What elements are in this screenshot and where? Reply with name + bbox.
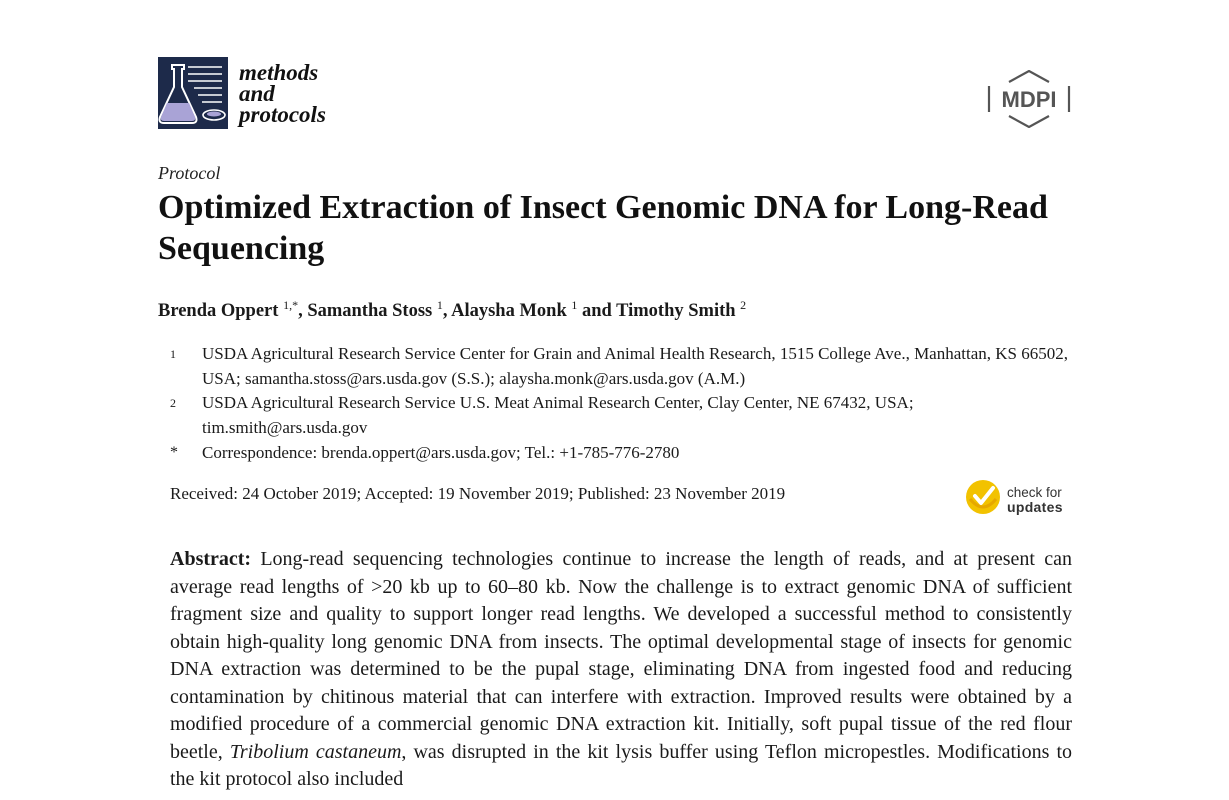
author-name: Alaysha Monk — [451, 301, 567, 321]
check-for-updates-badge[interactable] — [965, 479, 1063, 520]
publication-dates: Received: 24 October 2019; Accepted: 19 November 2019; Published: 23 November 2019 — [170, 484, 786, 503]
abstract-label: Abstract: — [170, 548, 252, 570]
mdpi-hexagon-icon — [983, 70, 1075, 128]
affiliation-mark: 2 — [170, 396, 176, 410]
author-name: Brenda Oppert — [158, 301, 279, 321]
abstract — [170, 546, 1072, 794]
journal-name-line: and — [239, 80, 275, 106]
affiliation-text: USDA Agricultural Research Service U.S. Meat Animal Research Center, Clay Center, NE 67432, USA; tim.smith@ars.usda.gov — [202, 393, 914, 437]
author-separator: , — [298, 301, 308, 321]
correspondence-mark: * — [170, 444, 178, 461]
species-name: Tribolium castaneum — [229, 740, 402, 763]
journal-logo — [158, 57, 326, 129]
journal-name-line: protocols — [239, 101, 326, 127]
abstract-text: , was disrupted in the kit lysis buffer using Teflon micropestles. Modifications to the kit protocol also included — [170, 740, 1073, 790]
author-affiliation-mark: 2 — [740, 297, 747, 312]
journal-name — [239, 59, 326, 127]
affiliation-text: USDA Agricultural Research Service Center for Grain and Animal Health Research, 1515 College Ave., Manhattan, KS 66502, USA; samantha.stoss@ars.usda.gov (S.S.); alaysha.monk@ars.usda.gov (A.M.) — [202, 344, 1068, 388]
author-affiliation-mark: 1 — [571, 297, 578, 312]
updates-line-2: updates — [1007, 498, 1063, 515]
flask-icon — [158, 57, 228, 129]
author-affiliation-mark: 1,* — [283, 297, 299, 312]
correspondence-text: Correspondence: brenda.oppert@ars.usda.gov; Tel.: +1-785-776-2780 — [202, 443, 680, 462]
author-separator: , — [442, 301, 452, 321]
check-for-updates-label — [1007, 485, 1063, 515]
paper-title: Optimized Extraction of Insect Genomic DNA for Long-Read Sequencing — [158, 189, 1048, 267]
check-badge-icon — [965, 479, 1001, 520]
author-name: Timothy Smith — [616, 301, 736, 321]
affiliation-mark: 1 — [170, 347, 176, 361]
article-type: Protocol — [158, 163, 221, 183]
author-separator: and — [577, 301, 617, 321]
abstract-text: Long-read sequencing technologies continue to increase the length of reads, and at present can average read lengths of >20 kb up to 60–80 kb. Now the challenge is to extract genomic DNA of sufficient fragment size and quality to support longer read lengths. We developed a successful method to consistently obtain high-quality long genomic DNA from insects. The optimal developmental stage of insects for genomic DNA extraction was determined to be the pupal stage, eliminating DNA from ingested food and reducing contamination by chitinous material that can interfere with extraction. Improved results were obtained by a modified procedure of a commercial genomic DNA extraction kit. Initially, soft pupal tissue of the red flour beetle, — [170, 548, 1072, 763]
author-affiliation-mark: 1 — [436, 297, 443, 312]
author-name: Samantha Stoss — [307, 301, 433, 321]
publisher-name: MDPI — [1001, 87, 1057, 112]
journal-name-line: methods — [239, 59, 319, 85]
author-list — [158, 297, 747, 322]
updates-line-1: check for — [1007, 484, 1062, 500]
